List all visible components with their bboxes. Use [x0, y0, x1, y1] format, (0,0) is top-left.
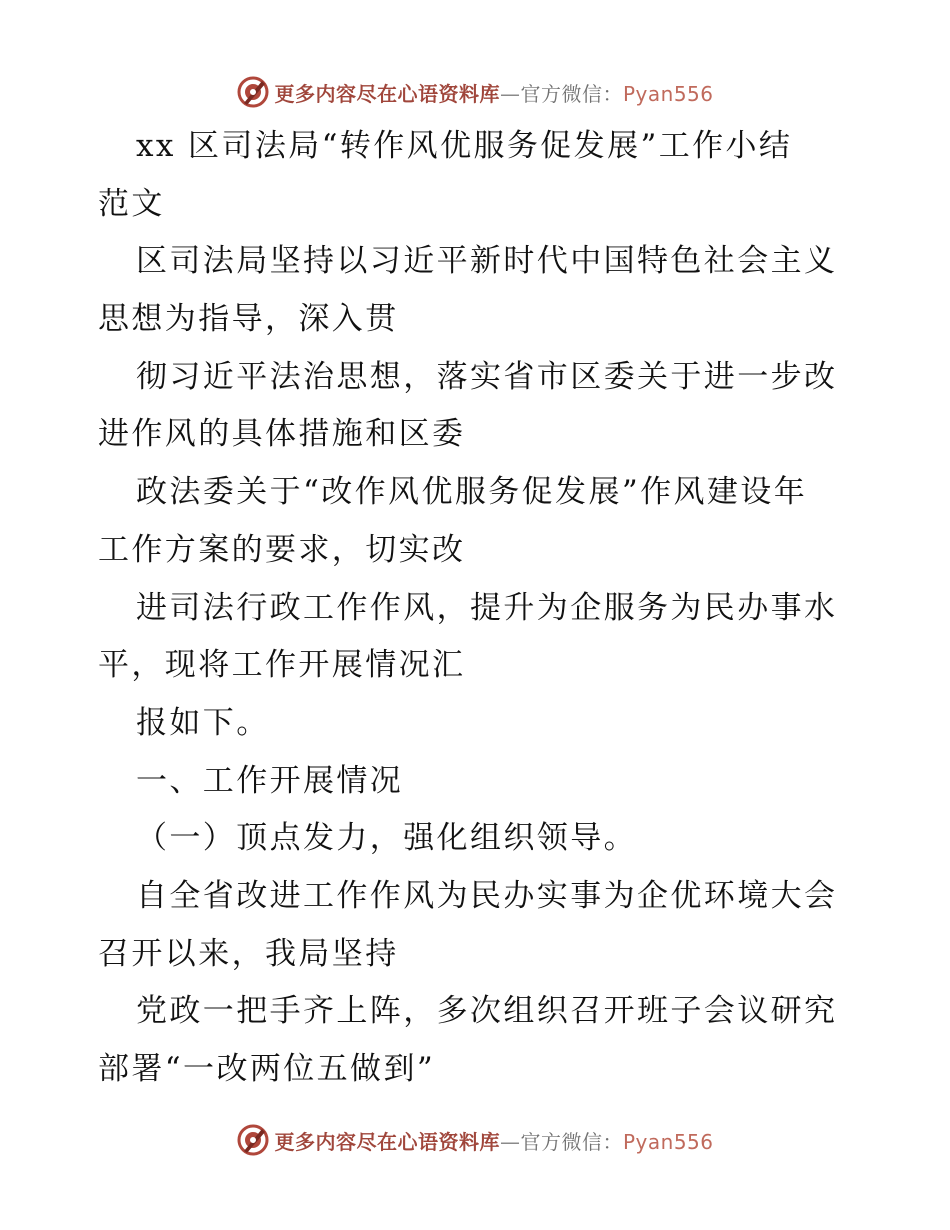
paragraph-line: 区司法局坚持以习近平新时代中国特色社会主义: [136, 243, 838, 280]
document-body: [98, 118, 858, 1099]
doc-title-line-1: xx 区司法局“转作风优服务促发展”工作小结: [136, 128, 793, 164]
watermark-wechat-id: Pyan556: [622, 1129, 714, 1154]
paragraph-line: 思想为指导，深入贯: [98, 301, 399, 338]
footer-watermark-banner: [0, 1118, 950, 1162]
header-watermark-banner: [0, 70, 950, 114]
watermark-wechat-id: Pyan556: [622, 81, 714, 106]
watermark-site-name: 更多内容尽在心语资料库: [274, 1129, 500, 1154]
watermark-text: [274, 1126, 713, 1155]
watermark-site-name: 更多内容尽在心语资料库: [274, 81, 500, 106]
paragraph-line: 进司法行政工作作风，提升为企服务为民办事水: [136, 589, 838, 626]
paragraph-line: 部署“一改两位五做到”: [98, 1051, 436, 1087]
doc-title-line-2: 范文: [98, 185, 165, 222]
watermark-official-label: 官方微信：: [520, 81, 623, 106]
paragraph-line: 党政一把手齐上阵，多次组织召开班子会议研究: [136, 993, 838, 1030]
paragraph-line: 报如下。: [136, 704, 270, 741]
paragraph-line: 召开以来，我局坚持: [98, 935, 399, 972]
quill-logo-icon: [236, 1123, 270, 1157]
subsection-heading: （一）顶点发力，强化组织领导。: [136, 820, 637, 857]
paragraph-line: 进作风的具体措施和区委: [98, 416, 466, 453]
section-heading: 一、工作开展情况: [136, 762, 404, 799]
paragraph-line: 工作方案的要求，切实改: [98, 531, 466, 568]
watermark-dash: —: [499, 1129, 521, 1154]
paragraph-line: 自全省改进工作作风为民办实事为企优环境大会: [136, 877, 838, 914]
watermark-official-label: 官方微信：: [520, 1129, 623, 1154]
paragraph-line: 政法委关于“改作风优服务促发展”作风建设年: [136, 474, 808, 511]
paragraph-line: 彻习近平法治思想，落实省市区委关于进一步改: [136, 358, 838, 395]
quill-logo-icon: [236, 75, 270, 109]
watermark-dash: —: [499, 81, 521, 106]
paragraph-line: 平，现将工作开展情况汇: [98, 647, 466, 684]
watermark-text: [274, 78, 713, 107]
